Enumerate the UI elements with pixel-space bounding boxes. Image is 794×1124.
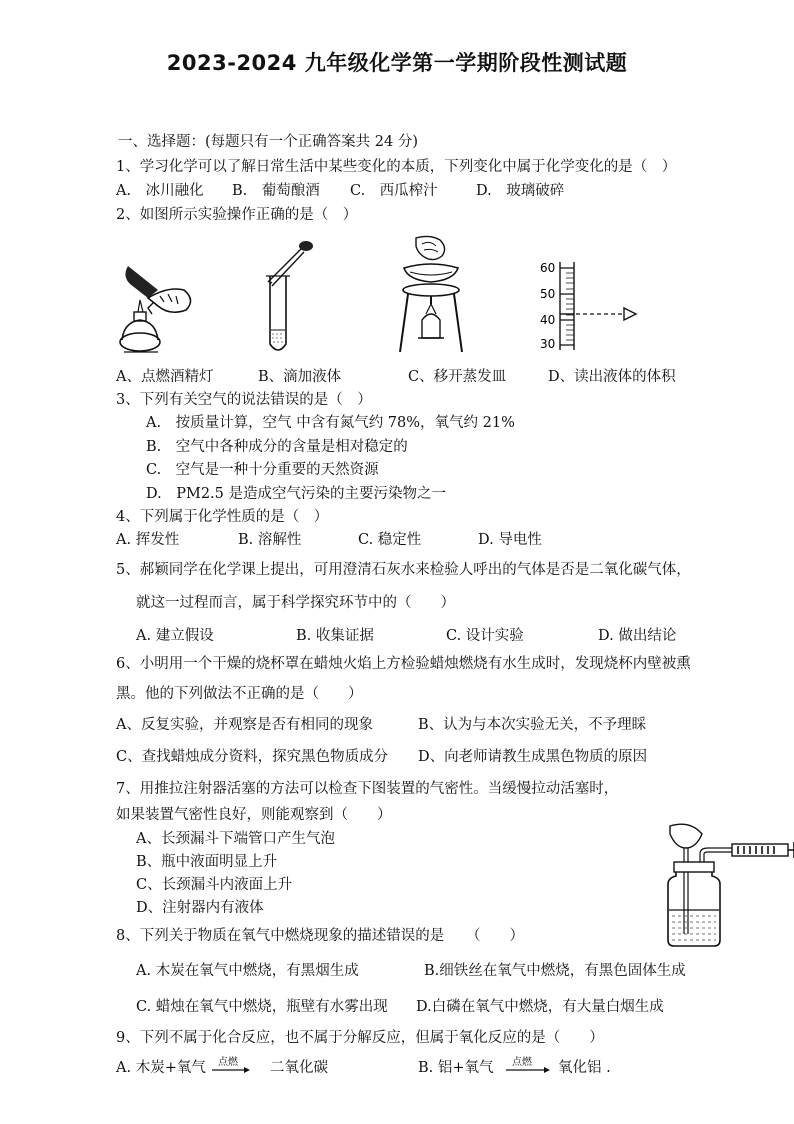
question-5-stem-line1: 5、郝颖同学在化学课上提出，可用澄清石灰水来检验人呼出的气体是否是二氧化碳气体， xyxy=(116,562,691,578)
question-6-stem-line1: 6、小明用一个干燥的烧杯罩在蜡烛火焰上方检验蜡烛燃烧有水生成时，发现烧杯内壁被熏 xyxy=(116,656,691,672)
question-7-stem-line2: 如果装置气密性良好，则能观察到（ ） xyxy=(116,807,392,823)
tick-60: 60 xyxy=(540,261,556,275)
tick-30: 30 xyxy=(540,337,556,351)
q9-option-a-reactants: A. 木炭+氧气 xyxy=(116,1060,206,1076)
q7-option-d: D、注射器内有液体 xyxy=(136,900,264,916)
q8-option-c: C. 蜡烛在氧气中燃烧，瓶壁有水雾出现 xyxy=(136,999,388,1015)
question-8-stem: 8、下列关于物质在氧气中燃烧现象的描述错误的是 （ ） xyxy=(116,928,524,944)
q6-option-a: A、反复实验，并观察是否有相同的现象 xyxy=(116,717,373,733)
q3-option-d: D. PM2.5 是造成空气污染的主要污染物之一 xyxy=(146,486,446,502)
q9-option-b-arrow xyxy=(506,1066,552,1074)
question-6-stem-line2: 黑。他的下列做法不正确的是（ ） xyxy=(116,686,363,702)
tick-50: 50 xyxy=(540,287,556,301)
q8-option-a: A. 木炭在氧气中燃烧，有黑烟生成 xyxy=(136,963,359,979)
q7-option-c: C、长颈漏斗内液面上升 xyxy=(136,877,293,893)
q9-option-a-condition: 点燃 xyxy=(218,1057,238,1068)
q4-option-a: A. 挥发性 xyxy=(116,532,180,548)
q2-option-c: C、移开蒸发皿 xyxy=(408,369,507,385)
q6-option-d: D、向老师请教生成黑色物质的原因 xyxy=(418,749,648,765)
q8-option-b: B.细铁丝在氧气中燃烧，有黑色固体生成 xyxy=(424,963,686,979)
q1-option-d: D. 玻璃破碎 xyxy=(476,183,565,199)
alcohol-lamp-figure xyxy=(118,256,198,356)
q6-option-b: B、认为与本次实验无关，不予理睬 xyxy=(418,717,647,733)
q2-option-b: B、滴加液体 xyxy=(258,369,342,385)
q9-option-b-condition: 点燃 xyxy=(512,1057,532,1068)
section-heading: 一、选择题：(每题只有一个正确答案共 24 分) xyxy=(118,134,418,150)
question-1-stem: 1、学习化学可以了解日常生活中某些变化的本质，下列变化中属于化学变化的是（ ） xyxy=(116,159,677,175)
q9-option-a-arrow xyxy=(212,1066,252,1074)
q9-option-b-reactants: B. 铝+氧气 xyxy=(418,1060,494,1076)
q7-option-b: B、瓶中液面明显上升 xyxy=(136,854,278,870)
q1-option-b: B. 葡萄酿酒 xyxy=(232,183,320,199)
page-title: 2023-2024 九年级化学第一学期阶段性测试题 xyxy=(166,51,628,75)
q4-option-c: C. 稳定性 xyxy=(358,532,422,548)
q1-option-a: A. 冰川融化 xyxy=(116,183,204,199)
q1-option-c: C. 西瓜榨汁 xyxy=(350,183,438,199)
q9-option-b-product: 氧化铝 . xyxy=(558,1060,611,1076)
q4-option-d: D. 导电性 xyxy=(478,532,542,548)
q9-option-a-product: 二氧化碳 xyxy=(270,1060,328,1076)
q6-option-c: C、查找蜡烛成分资料，探究黑色物质成分 xyxy=(116,749,389,765)
question-4-stem: 4、下列属于化学性质的是（ ） xyxy=(116,509,329,525)
question-3-stem: 3、下列有关空气的说法错误的是（ ） xyxy=(116,392,372,408)
question-2-stem: 2、如图所示实验操作正确的是（ ） xyxy=(116,207,358,223)
q3-option-a: A. 按质量计算，空气 中含有氮气约 78%，氧气约 21% xyxy=(146,415,515,431)
q5-option-b: B. 收集证据 xyxy=(296,628,374,644)
gas-tightness-apparatus-figure xyxy=(660,822,794,948)
q2-option-d: D、读出液体的体积 xyxy=(548,369,676,385)
q5-option-a: A. 建立假设 xyxy=(136,628,214,644)
q7-option-a: A、长颈漏斗下端管口产生气泡 xyxy=(136,831,335,847)
question-9-stem: 9、下列不属于化合反应，也不属于分解反应，但属于氧化反应的是（ ） xyxy=(116,1030,604,1046)
q5-option-c: C. 设计实验 xyxy=(446,628,524,644)
question-5-stem-line2: 就这一过程而言，属于科学探究环节中的（ ） xyxy=(136,595,455,611)
question-7-stem-line1: 7、用推拉注射器活塞的方法可以检查下图装置的气密性。当缓慢拉动活塞时， xyxy=(116,781,619,797)
evaporating-dish-figure xyxy=(396,234,466,360)
q2-option-a: A、点燃酒精灯 xyxy=(116,369,214,385)
q4-option-b: B. 溶解性 xyxy=(238,532,302,548)
q5-option-d: D. 做出结论 xyxy=(598,628,677,644)
tick-40: 40 xyxy=(540,313,556,327)
graduated-cylinder-figure xyxy=(540,258,640,354)
q3-option-c: C. 空气是一种十分重要的天然资源 xyxy=(146,462,379,478)
q3-option-b: B. 空气中各种成分的含量是相对稳定的 xyxy=(146,439,408,455)
dropper-test-tube-figure xyxy=(262,236,322,358)
q8-option-d: D.白磷在氧气中燃烧，有大量白烟生成 xyxy=(416,999,664,1015)
